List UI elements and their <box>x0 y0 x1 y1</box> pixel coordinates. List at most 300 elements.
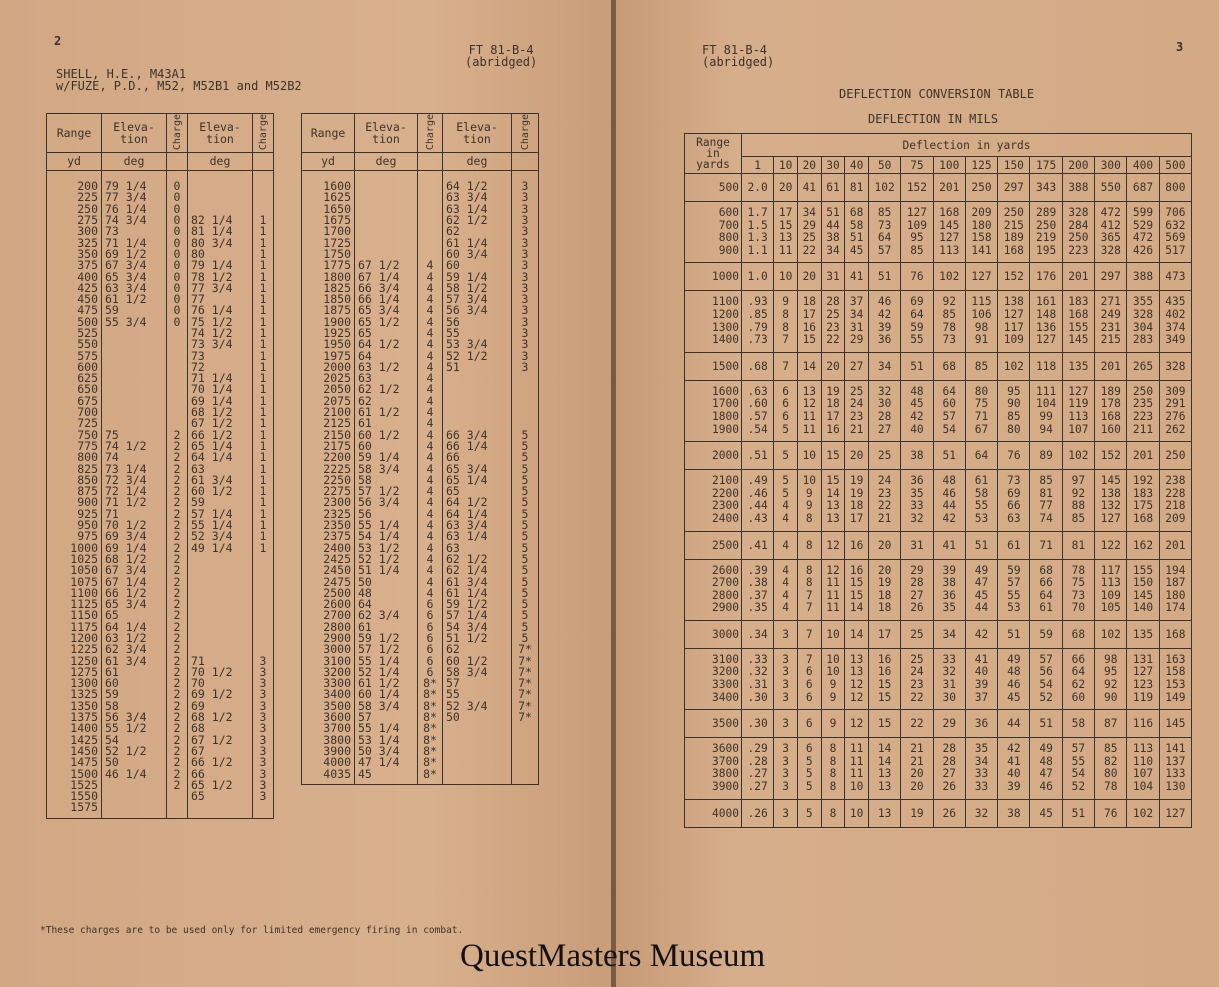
mils-cell: 201 <box>933 174 965 202</box>
mils-cell: 49 48 47 46 <box>1030 738 1062 799</box>
deflection-column-header: 300 <box>1095 157 1127 174</box>
mils-cell: 14 <box>797 352 821 380</box>
mils-cell: 2.0 <box>742 174 774 202</box>
mils-cell: 271 249 231 215 <box>1095 291 1127 352</box>
mils-cell: 162 <box>1127 531 1159 559</box>
mils-cell: .33 .32 .31 .30 <box>742 648 774 709</box>
left-page-header: FT 81-B-4 (abridged) <box>465 43 538 69</box>
mils-cell: 201 <box>1062 263 1094 291</box>
elevation-column-2: 82 1/4 81 1/4 80 3/4 80 79 1/4 78 1/2 77 3/4 77 76 1/4 75 1/2 74 1/2 73 3/4 73 72 71 1/4 70 1/4 69 1/4 68 1/2 67 1/2 66 1/2 65 1/4 64 1/4 63 61 3/4 60 1/2 59 57 1/4 55 1/4 52 3/4 49 1/4 71 70 1/2 70 69 1/2 69 68 1/2 68 67 1/2 67 66 1/2 66 65 1/2 65 <box>188 171 253 819</box>
mils-cell: 46 42 39 36 <box>868 291 900 352</box>
mils-cell: 85 81 77 74 <box>1030 470 1062 531</box>
mils-cell: 102 <box>1062 442 1094 470</box>
mils-cell: 3 <box>774 710 798 738</box>
mils-cell: 41 <box>845 263 869 291</box>
mils-cell: 20 19 18 18 <box>868 559 900 620</box>
mils-cell: 15 <box>821 442 845 470</box>
mils-cell: 68 58 51 45 <box>845 202 869 263</box>
mils-cell: 51 44 38 34 <box>821 202 845 263</box>
mils-cell: 12 <box>845 710 869 738</box>
mils-cell: 27 <box>845 352 869 380</box>
mils-cell: 250 <box>1159 442 1191 470</box>
left-page-number: 2 <box>54 34 62 48</box>
mils-cell: 8 8 8 8 <box>821 738 845 799</box>
mils-cell: 127 119 113 107 <box>1062 380 1094 441</box>
mils-cell: 78 75 73 70 <box>1062 559 1094 620</box>
mils-cell: 92 85 78 73 <box>933 291 965 352</box>
mils-cell: 17 <box>868 620 900 648</box>
mils-cell: 20 <box>845 442 869 470</box>
mils-cell: 25 <box>901 620 933 648</box>
mils-cell: 706 632 569 517 <box>1159 202 1191 263</box>
deflection-row-group <box>685 470 1192 531</box>
mils-cell: 3 <box>774 620 798 648</box>
mils-cell: 20 <box>774 174 798 202</box>
deflection-column-header: 500 <box>1159 157 1191 174</box>
mils-cell: .34 <box>742 620 774 648</box>
mils-cell: 13 13 12 12 <box>845 648 869 709</box>
mils-cell: 194 187 180 174 <box>1159 559 1191 620</box>
deflection-column-header: 75 <box>901 157 933 174</box>
mils-cell: 20 <box>868 531 900 559</box>
deflection-row-group <box>685 620 1192 648</box>
deflection-in-yards-header: Deflection in yards <box>742 134 1192 157</box>
mils-cell: 14 14 13 13 <box>868 738 900 799</box>
mils-cell: 289 250 219 195 <box>1030 202 1062 263</box>
mils-cell: 51 <box>965 531 997 559</box>
mils-cell: 59 57 55 53 <box>998 559 1030 620</box>
mils-cell: 297 <box>998 174 1030 202</box>
mils-cell: 6 5 5 5 <box>797 738 821 799</box>
mils-cell: 20 <box>821 352 845 380</box>
mils-cell: 127 <box>1159 799 1191 827</box>
mils-cell: 163 158 153 149 <box>1159 648 1191 709</box>
mils-cell: 81 <box>1062 531 1094 559</box>
mils-cell: 16 16 15 15 <box>868 648 900 709</box>
elevation-column-2: 64 1/2 63 3/4 63 1/4 62 1/2 62 61 1/4 60 3/4 60 59 1/4 58 1/2 57 3/4 56 3/4 56 55 53 3/4 52 1/2 51 66 3/4 66 1/4 66 65 3/4 65 1/4 65 64 1/2 64 1/4 63 3/4 63 1/4 63 62 1/2 62 1/4 61 3/4 61 1/4 59 1/2 57 1/4 54 3/4 51 1/2 62 60 1/2 58 3/4 57 55 52 3/4 50 <box>443 171 512 785</box>
mils-cell: 473 <box>1159 263 1191 291</box>
mils-cell: 36 35 33 32 <box>901 470 933 531</box>
mils-cell: 250 <box>965 174 997 202</box>
mils-cell: 61 <box>998 531 1030 559</box>
charge-header: Charge <box>418 114 443 153</box>
mils-cell: 309 291 276 262 <box>1159 380 1191 441</box>
deflection-column-header: 150 <box>998 157 1030 174</box>
mils-cell: 51 <box>933 442 965 470</box>
mils-cell: 19 18 17 16 <box>821 380 845 441</box>
mils-cell: 28 28 27 26 <box>933 738 965 799</box>
mils-cell: 69 64 59 55 <box>901 291 933 352</box>
deg-unit: deg <box>102 153 167 171</box>
mils-cell: 4 4 4 4 <box>774 559 798 620</box>
mils-cell: .93 .85 .79 .73 <box>742 291 774 352</box>
mils-cell: 10 <box>821 620 845 648</box>
elevation-header: Eleva- tion <box>355 114 418 153</box>
mils-cell: 388 <box>1062 174 1094 202</box>
mils-cell: 25 24 23 21 <box>845 380 869 441</box>
mils-cell: 800 <box>1159 174 1191 202</box>
mils-cell: 95 90 85 80 <box>998 380 1030 441</box>
mils-cell: 19 19 18 17 <box>845 470 869 531</box>
mils-cell: 6 6 6 5 <box>774 380 798 441</box>
charge-header: Charge <box>167 114 188 153</box>
mils-cell: 17 15 13 11 <box>774 202 798 263</box>
mils-cell: 38 <box>998 799 1030 827</box>
deflection-column-header: 40 <box>845 157 869 174</box>
mils-cell: 14 <box>845 620 869 648</box>
mils-cell: 3 3 3 3 <box>774 648 798 709</box>
right-page-number: 3 <box>1176 40 1184 54</box>
mils-cell: 5 <box>797 799 821 827</box>
mils-cell: 45 <box>1030 799 1062 827</box>
charge-column-2: 1 1 1 1 1 1 1 1 1 1 1 1 1 1 1 1 1 1 1 1 1 1 1 1 1 1 1 1 1 1 3 3 3 3 3 3 3 3 3 3 3 3 3 <box>253 171 274 819</box>
mils-cell: 18 17 16 15 <box>797 291 821 352</box>
mils-cell: 57 55 54 52 <box>1062 738 1094 799</box>
mils-cell: 201 <box>1095 352 1127 380</box>
mils-cell: 16 15 15 14 <box>845 559 869 620</box>
mils-cell: 51 <box>901 352 933 380</box>
mils-cell: 34 <box>933 620 965 648</box>
mils-cell: 10 <box>845 799 869 827</box>
mils-cell: 44 <box>998 710 1030 738</box>
yd-unit: yd <box>47 153 102 171</box>
deflection-column-header: 30 <box>821 157 845 174</box>
mils-cell: 34 <box>868 352 900 380</box>
mils-cell: 22 <box>901 710 933 738</box>
mils-cell: 265 <box>1127 352 1159 380</box>
deflection-column-header: 50 <box>868 157 900 174</box>
mils-cell: 550 <box>1095 174 1127 202</box>
mils-cell: .26 <box>742 799 774 827</box>
mils-cell: 168 145 127 113 <box>933 202 965 263</box>
mils-cell: 13 <box>868 799 900 827</box>
mils-cell: 8 <box>797 531 821 559</box>
mils-cell: 9 <box>821 710 845 738</box>
mils-cell: 97 92 88 85 <box>1062 470 1094 531</box>
right-page-header: FT 81-B-4 (abridged) <box>702 43 775 69</box>
mils-cell: 68 <box>1062 620 1094 648</box>
mils-cell: 102 <box>868 174 900 202</box>
mils-cell: 117 113 109 105 <box>1095 559 1127 620</box>
firing-table-1 <box>46 113 274 819</box>
mils-cell: 168 <box>1159 620 1191 648</box>
mils-cell: 687 <box>1127 174 1159 202</box>
deflection-row-group <box>685 710 1192 738</box>
elevation-column: 79 1/4 77 3/4 76 1/4 74 3/4 73 71 1/4 69 1/2 67 3/4 65 3/4 63 3/4 61 1/2 59 55 3/4 75 74 1/2 74 73 1/4 72 3/4 72 1/4 71 1/2 71 70 1/2 69 3/4 69 1/4 68 1/2 67 3/4 67 1/4 66 1/2 65 3/4 65 64 1/4 63 1/2 62 3/4 61 3/4 61 60 59 58 56 3/4 55 1/2 54 52 1/2 50 46 1/4 <box>102 171 167 819</box>
firing-table-2 <box>301 113 539 785</box>
mils-cell: 102 <box>1095 620 1127 648</box>
mils-cell: 201 <box>1159 531 1191 559</box>
mils-cell: 13 12 11 11 <box>797 380 821 441</box>
mils-cell: 41 40 39 37 <box>965 648 997 709</box>
mils-cell: 10 <box>774 263 798 291</box>
deflection-column-header: 125 <box>965 157 997 174</box>
mils-cell: 49 48 46 45 <box>998 648 1030 709</box>
mils-cell: 12 <box>821 531 845 559</box>
charge-column: 0 0 0 0 0 0 0 0 0 0 0 0 0 2 2 2 2 2 2 2 2 2 2 2 2 2 2 2 2 2 2 2 2 2 2 2 2 2 2 2 2 2 2 2 2 <box>167 171 188 819</box>
mils-cell: 118 <box>1030 352 1062 380</box>
mils-cell: 189 178 168 160 <box>1095 380 1127 441</box>
mils-cell: 32 <box>965 799 997 827</box>
mils-cell: 26 <box>933 799 965 827</box>
mils-cell: 42 <box>965 620 997 648</box>
mils-cell: 7 <box>797 620 821 648</box>
range-cell: 3500 <box>685 710 742 738</box>
mils-cell: 28 25 23 22 <box>821 291 845 352</box>
range-cell: 1100 1200 1300 1400 <box>685 291 742 352</box>
mils-cell: 64 60 57 54 <box>933 380 965 441</box>
range-column: 200 225 250 275 300 325 350 375 400 425 450 475 500 525 550 575 600 625 650 675 700 725 750 775 800 825 850 875 900 925 950 975 1000 1025 1050 1075 1100 1125 1150 1175 1200 1225 1250 1275 1300 1325 1350 1375 1400 1425 1450 1475 1500 1525 1550 1575 <box>47 171 102 819</box>
yd-unit: yd <box>302 153 355 171</box>
mils-cell: 1.7 1.5 1.3 1.1 <box>742 202 774 263</box>
mils-cell: 48 46 44 42 <box>933 470 965 531</box>
mils-cell: 25 24 23 22 <box>901 648 933 709</box>
mils-cell: 472 412 365 328 <box>1095 202 1127 263</box>
mils-cell: 7 6 6 6 <box>797 648 821 709</box>
mils-cell: 19 <box>901 799 933 827</box>
deflection-row-group <box>685 380 1192 441</box>
mils-cell: 328 <box>1159 352 1191 380</box>
mils-cell: 3 <box>774 799 798 827</box>
deg-unit-2: deg <box>188 153 253 171</box>
range-cell: 2600 2700 2800 2900 <box>685 559 742 620</box>
deflection-row-group <box>685 648 1192 709</box>
range-cell: 3000 <box>685 620 742 648</box>
mils-cell: 116 <box>1127 710 1159 738</box>
mils-cell: 31 <box>901 531 933 559</box>
mils-cell: 58 <box>1062 710 1094 738</box>
deflection-column-header: 20 <box>797 157 821 174</box>
deflection-row-group <box>685 202 1192 263</box>
mils-cell: 71 <box>1030 531 1062 559</box>
charge-column-2: 3 3 3 3 3 3 3 3 3 3 3 3 3 3 3 3 3 5 5 5 5 5 5 5 5 5 5 5 5 5 5 5 5 5 5 5 7* 7* 7* 7* 7* 7* 7* <box>512 171 539 785</box>
mils-cell: 48 45 42 40 <box>901 380 933 441</box>
mils-cell: 42 41 40 39 <box>998 738 1030 799</box>
mils-cell: 297 <box>1095 263 1127 291</box>
mils-cell: 343 <box>1030 174 1062 202</box>
deflection-table-subtitle: DEFLECTION IN MILS <box>868 112 999 126</box>
mils-cell: 176 <box>1030 263 1062 291</box>
elevation-header-2: Eleva- tion <box>443 114 512 153</box>
mils-cell: 10 10 9 9 <box>821 648 845 709</box>
mils-cell: 51 <box>998 620 1030 648</box>
range-cell: 3600 3700 3800 3900 <box>685 738 742 799</box>
mils-cell: 51 <box>1030 710 1062 738</box>
watermark: QuestMasters Museum <box>460 938 766 974</box>
deflection-row-group <box>685 738 1192 799</box>
range-cell: 2000 <box>685 442 742 470</box>
mils-cell: 68 <box>933 352 965 380</box>
mils-cell: 57 56 54 52 <box>1030 648 1062 709</box>
deflection-table-body <box>685 174 1192 828</box>
mils-cell: 192 183 175 168 <box>1127 470 1159 531</box>
mils-cell: 127 <box>965 263 997 291</box>
mils-cell: 161 148 136 127 <box>1030 291 1062 352</box>
range-cell: 3100 3200 3300 3400 <box>685 648 742 709</box>
mils-cell: 3 3 3 3 <box>774 738 798 799</box>
mils-cell: 5 5 4 4 <box>774 470 798 531</box>
mils-cell: .41 <box>742 531 774 559</box>
elevation-header-2: Eleva- tion <box>188 114 253 153</box>
mils-cell: 49 47 45 44 <box>965 559 997 620</box>
mils-cell: 15 14 13 13 <box>821 470 845 531</box>
deg-unit: deg <box>355 153 418 171</box>
range-cell: 4000 <box>685 799 742 827</box>
shell-title: SHELL, H.E., M43A1 w/FUZE, P.D., M52, M52B1 and M52B2 <box>56 67 302 93</box>
mils-cell: 152 <box>1095 442 1127 470</box>
deflection-column-header: 100 <box>933 157 965 174</box>
mils-cell: 435 402 374 349 <box>1159 291 1191 352</box>
range-cell: 1500 <box>685 352 742 380</box>
range-column: 1600 1625 1650 1675 1700 1725 1750 1775 1800 1825 1850 1875 1900 1925 1950 1975 2000 2025 2050 2075 2100 2125 2150 2175 2200 2225 2250 2275 2300 2325 2350 2375 2400 2425 2450 2475 2500 2600 2700 2800 2900 3000 3100 3200 3300 3400 3500 3600 3700 3800 3900 4000 4035 <box>302 171 355 785</box>
deflection-column-header: 1 <box>742 157 774 174</box>
mils-cell: 34 29 25 22 <box>797 202 821 263</box>
mils-cell: 85 82 80 78 <box>1095 738 1127 799</box>
mils-cell: 32 30 28 27 <box>868 380 900 441</box>
mils-cell: 328 284 250 223 <box>1062 202 1094 263</box>
mils-cell: 81 <box>845 174 869 202</box>
mils-cell: 183 168 155 145 <box>1062 291 1094 352</box>
mils-cell: .30 <box>742 710 774 738</box>
deflection-row-group <box>685 174 1192 202</box>
mils-cell: .68 <box>742 352 774 380</box>
mils-cell: .51 <box>742 442 774 470</box>
mils-cell: .39 .38 .37 .35 <box>742 559 774 620</box>
mils-cell: 98 95 92 90 <box>1095 648 1127 709</box>
mils-cell: .49 .46 .44 .43 <box>742 470 774 531</box>
mils-cell: 35 34 33 33 <box>965 738 997 799</box>
mils-cell: 20 <box>797 263 821 291</box>
range-cell: 500 <box>685 174 742 202</box>
deflection-row-group <box>685 263 1192 291</box>
mils-cell: 209 180 158 141 <box>965 202 997 263</box>
mils-cell: 8 8 7 7 <box>797 559 821 620</box>
mils-cell: 76 <box>901 263 933 291</box>
mils-cell: 41 <box>933 531 965 559</box>
range-cell: 600 700 800 900 <box>685 202 742 263</box>
mils-cell: 9 8 8 7 <box>774 291 798 352</box>
mils-cell: 1.0 <box>742 263 774 291</box>
mils-cell: 102 <box>933 263 965 291</box>
deflection-column-header: 200 <box>1062 157 1094 174</box>
mils-cell: 73 69 66 63 <box>998 470 1030 531</box>
mils-cell: 61 <box>821 174 845 202</box>
mils-cell: 11 11 11 10 <box>845 738 869 799</box>
column-header-row <box>685 157 1192 174</box>
range-cell: 1000 <box>685 263 742 291</box>
charge-header-2: Charge <box>512 114 539 153</box>
mils-cell: 51 <box>1062 799 1094 827</box>
deflection-column-header: 175 <box>1030 157 1062 174</box>
charge-header-2: Charge <box>253 114 274 153</box>
mils-cell: 113 110 107 104 <box>1127 738 1159 799</box>
mils-cell: 31 <box>821 263 845 291</box>
range-in-yards-header: Range in yards <box>685 134 742 174</box>
mils-cell: 51 <box>868 263 900 291</box>
mils-cell: 127 109 95 85 <box>901 202 933 263</box>
mils-cell: 145 <box>1159 710 1191 738</box>
mils-cell: 64 <box>965 442 997 470</box>
mils-cell: 76 <box>1095 799 1127 827</box>
mils-cell: 36 <box>965 710 997 738</box>
deflection-row-group <box>685 442 1192 470</box>
mils-cell: 250 215 189 168 <box>998 202 1030 263</box>
mils-cell: 145 138 132 127 <box>1095 470 1127 531</box>
mils-cell: 10 9 9 8 <box>797 470 821 531</box>
mils-cell: 238 228 218 209 <box>1159 470 1191 531</box>
mils-cell: 61 58 55 53 <box>965 470 997 531</box>
elevation-header: Eleva- tion <box>102 114 167 153</box>
mils-cell: 24 23 22 21 <box>868 470 900 531</box>
charge-column: 4 4 4 4 4 4 4 4 4 4 4 4 4 4 4 4 4 4 4 4 4 4 4 4 4 4 4 4 4 4 6 6 6 6 6 6 6 8* 8* 8* 8* 8* 8* 8* 8* 8* <box>418 171 443 785</box>
mils-cell: 16 <box>845 531 869 559</box>
mils-cell: 76 <box>998 442 1030 470</box>
deflection-row-group <box>685 531 1192 559</box>
mils-cell: 135 <box>1127 620 1159 648</box>
mils-cell: 38 <box>901 442 933 470</box>
mils-cell: 152 <box>901 174 933 202</box>
mils-cell: 8 <box>821 799 845 827</box>
mils-cell: 135 <box>1062 352 1094 380</box>
range-header: Range <box>47 114 102 153</box>
mils-cell: 33 32 31 30 <box>933 648 965 709</box>
mils-cell: 250 235 223 211 <box>1127 380 1159 441</box>
mils-cell: 122 <box>1095 531 1127 559</box>
range-cell: 2500 <box>685 531 742 559</box>
mils-cell: 85 <box>965 352 997 380</box>
range-header: Range <box>302 114 355 153</box>
mils-cell: 6 <box>797 710 821 738</box>
mils-cell: 41 <box>797 174 821 202</box>
mils-cell: 10 <box>797 442 821 470</box>
mils-cell: 388 <box>1127 263 1159 291</box>
mils-cell: 15 <box>868 710 900 738</box>
mils-cell: 102 <box>998 352 1030 380</box>
mils-cell: 155 150 145 140 <box>1127 559 1159 620</box>
mils-cell: 201 <box>1127 442 1159 470</box>
footnote: *These charges are to be used only for limited emergency firing in combat. <box>40 925 464 936</box>
range-cell: 1600 1700 1800 1900 <box>685 380 742 441</box>
mils-cell: 5 <box>774 442 798 470</box>
mils-cell: 89 <box>1030 442 1062 470</box>
deflection-row-group <box>685 799 1192 827</box>
deflection-row-group <box>685 559 1192 620</box>
deg-unit-2: deg <box>443 153 512 171</box>
mils-cell: 7 <box>774 352 798 380</box>
mils-cell: 111 104 99 94 <box>1030 380 1062 441</box>
mils-cell: 102 <box>1127 799 1159 827</box>
mils-cell: 29 <box>933 710 965 738</box>
deflection-table <box>684 133 1192 828</box>
mils-cell: 87 <box>1095 710 1127 738</box>
deflection-row-group <box>685 352 1192 380</box>
mils-cell: 39 38 36 35 <box>933 559 965 620</box>
mils-cell: 141 137 133 130 <box>1159 738 1191 799</box>
elevation-column: 67 1/2 67 1/4 66 3/4 66 1/4 65 3/4 65 1/2 65 64 1/2 64 63 1/2 63 62 1/2 62 61 1/2 61 60 1/2 60 59 1/4 58 3/4 58 57 1/2 56 3/4 56 55 1/4 54 1/4 53 1/2 52 1/2 51 1/4 50 48 64 62 3/4 61 59 1/2 57 1/2 55 1/4 52 1/4 61 1/2 60 1/4 58 3/4 57 55 1/4 53 1/4 50 3/4 47 1/4 45 <box>355 171 418 785</box>
mils-cell: 131 127 123 119 <box>1127 648 1159 709</box>
mils-cell: 152 <box>998 263 1030 291</box>
mils-cell: 115 106 98 91 <box>965 291 997 352</box>
mils-cell: .63 .60 .57 .54 <box>742 380 774 441</box>
deflection-row-group <box>685 291 1192 352</box>
mils-cell: 25 <box>868 442 900 470</box>
mils-cell: .29 .28 .27 .27 <box>742 738 774 799</box>
deflection-column-header: 400 <box>1127 157 1159 174</box>
mils-cell: 355 328 304 283 <box>1127 291 1159 352</box>
mils-cell: 599 529 472 426 <box>1127 202 1159 263</box>
mils-cell: 59 <box>1030 620 1062 648</box>
mils-cell: 80 75 71 67 <box>965 380 997 441</box>
